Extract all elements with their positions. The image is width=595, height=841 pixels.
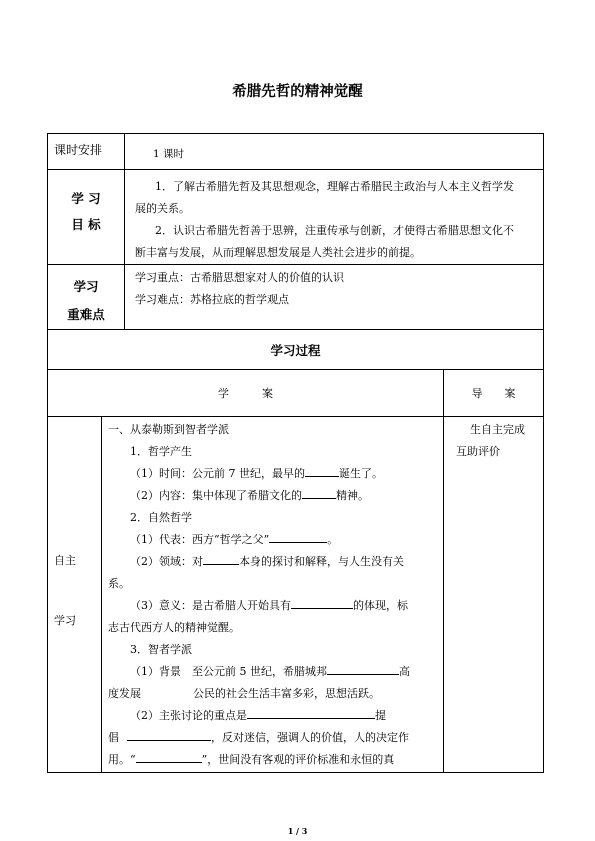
self-study-label xyxy=(48,417,102,773)
column-header-row xyxy=(48,370,544,417)
item-3-1-cont-post: 公民的社会生活丰富多彩，思想活跃。 xyxy=(193,687,380,700)
item-3-1-post: 高 xyxy=(399,665,410,678)
blank-field[interactable] xyxy=(127,728,211,741)
item-3-2-line2-pre: 倡 xyxy=(108,731,119,744)
item-1-1 xyxy=(108,463,437,485)
guide-line1: 生自主完成 xyxy=(470,423,526,436)
item-3-2-post: 提 xyxy=(375,709,386,722)
schedule-label: 课时安排 xyxy=(48,134,125,170)
study-column-header: 学 案 xyxy=(48,370,444,417)
lesson-plan-table xyxy=(47,133,544,773)
goals-label-line1: 学 习 xyxy=(71,191,101,206)
item-2-1-pre: （1）代表：西方“哲学之父” xyxy=(130,533,270,546)
item-3-2-line3-pre: 用。“ xyxy=(108,753,136,766)
page-number: 1 / 3 xyxy=(287,826,308,836)
blank-field[interactable] xyxy=(247,706,375,719)
item-2-1-post: 。 xyxy=(327,533,339,546)
blank-field[interactable] xyxy=(305,464,339,477)
page-title: 希腊先哲的精神觉醒 xyxy=(232,84,363,100)
guide-column-header: 导 案 xyxy=(444,370,544,417)
goals-label-line2: 目 标 xyxy=(71,217,101,232)
item-3-1-cont-pre: 度发展 xyxy=(108,687,141,700)
item-1-2-pre: （2）内容：集中体现了希腊文化的 xyxy=(130,489,302,502)
guide-line2: 互助评价 xyxy=(456,445,501,458)
goal-1-line2: 展的关系。 xyxy=(135,202,191,215)
keypoints-label xyxy=(48,265,125,330)
item-1-2 xyxy=(108,485,437,507)
item-3-1-pre: （1）背景 至公元前 5 世纪，希腊城邦 xyxy=(130,665,327,678)
blank-field[interactable] xyxy=(327,662,399,675)
item-2-2-cont: 系。 xyxy=(108,577,130,590)
key-focus: 学习重点：古希腊思想家对人的价值的认识 xyxy=(135,271,345,284)
key-difficulty: 学习难点：苏格拉底的哲学观点 xyxy=(135,293,290,306)
goal-2-line2: 断丰富与发展，从而理解思想发展是人类社会进步的前提。 xyxy=(135,246,422,259)
item-3-2-pre: （2）主张讨论的重点是 xyxy=(130,709,247,722)
blank-field[interactable] xyxy=(291,596,353,609)
item-2-3-post: 的体现，标 xyxy=(353,599,408,612)
item-1-1-post: 诞生了。 xyxy=(339,467,383,480)
subsection-1: 1．哲学产生 xyxy=(130,445,192,458)
blank-field[interactable] xyxy=(269,530,327,543)
item-3-2-line3 xyxy=(108,749,437,771)
item-2-2-post: 本身的探讨和解释，与人生没有关 xyxy=(239,555,404,568)
section-1-heading: 一、从泰勒斯到智者学派 xyxy=(108,423,229,436)
keypoints-content xyxy=(125,265,544,330)
item-3-2 xyxy=(108,705,437,727)
keypoints-row xyxy=(48,265,544,330)
item-3-2-line2-post: ，反对迷信，强调人的价值，人的决定作 xyxy=(211,731,409,744)
keypoints-label-line1: 学习 xyxy=(73,279,99,294)
keypoints-label-line2: 重难点 xyxy=(67,307,105,322)
goal-1-line1: 1．了解古希腊先哲及其思想观念，理解古希腊民主政治与人本主义哲学发 xyxy=(155,180,515,193)
goal-2-line1: 2．认识古希腊先哲善于思辨，注重传承与创新，才使得古希腊思想文化不 xyxy=(155,224,515,237)
self-study-row xyxy=(48,417,544,773)
item-2-2-pre: （2）领域：对 xyxy=(130,555,203,568)
subsection-3: 3．智者学派 xyxy=(130,643,192,656)
subsection-2: 2．自然哲学 xyxy=(130,511,192,524)
item-3-2-line3-post: ”，世间没有客观的评价标准和永恒的真 xyxy=(201,753,395,766)
self-study-content xyxy=(102,417,444,773)
item-2-3 xyxy=(108,595,437,617)
schedule-value: 1 课时 xyxy=(125,134,544,170)
process-header-row xyxy=(48,330,544,370)
item-1-1-pre: （1）时间：公元前 7 世纪，最早的 xyxy=(130,467,305,480)
blank-field[interactable] xyxy=(302,486,336,499)
blank-field[interactable] xyxy=(136,750,202,763)
goals-label xyxy=(48,170,125,265)
item-3-2-line2 xyxy=(108,727,437,749)
process-header: 学习过程 xyxy=(48,330,544,370)
item-2-2 xyxy=(108,551,437,573)
goals-row xyxy=(48,170,544,265)
item-3-1-cont xyxy=(108,683,437,705)
item-2-1 xyxy=(108,529,437,551)
self-study-label-line1: 自主 xyxy=(54,554,76,567)
item-2-3-pre: （3）意义：是古希腊人开始具有 xyxy=(130,599,291,612)
item-2-3-cont: 志古代西方人的精神觉醒。 xyxy=(108,621,240,634)
goals-content xyxy=(125,170,544,265)
blank-field[interactable] xyxy=(203,552,239,565)
self-study-label-line2: 学习 xyxy=(54,614,76,627)
item-1-2-post: 精神。 xyxy=(336,489,369,502)
guide-content xyxy=(444,417,544,773)
schedule-row xyxy=(48,134,544,170)
item-3-1 xyxy=(108,661,437,683)
